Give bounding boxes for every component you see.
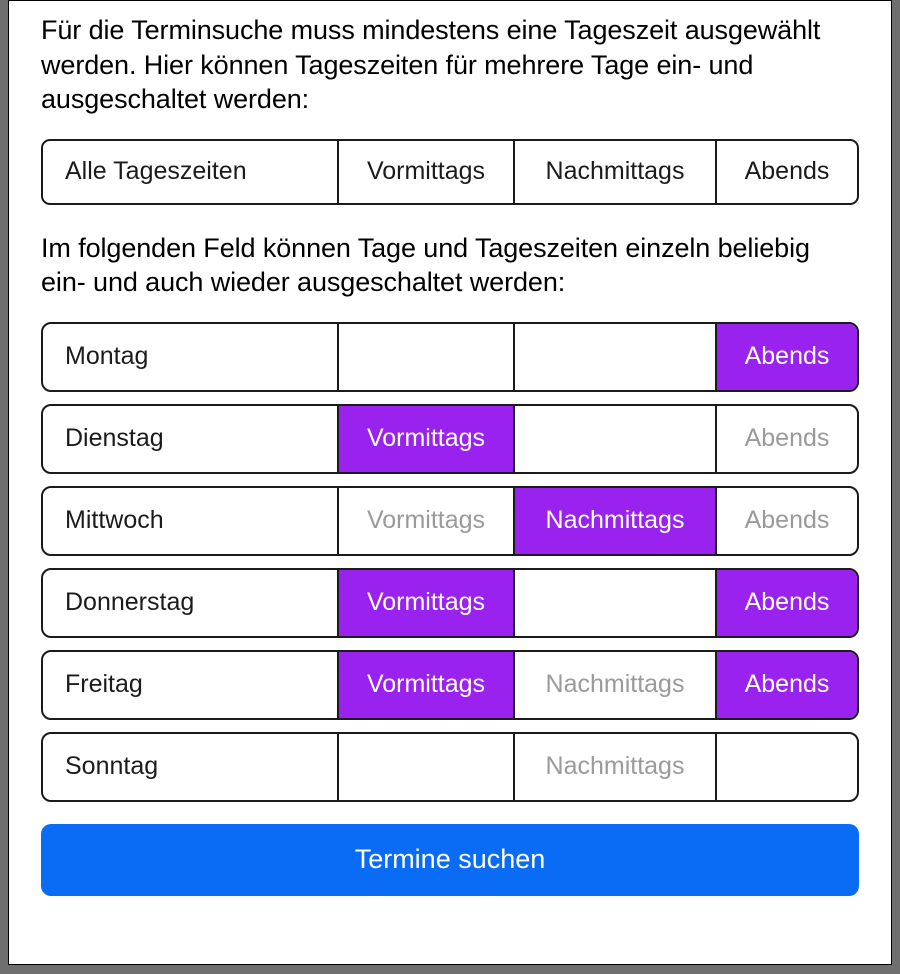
slot-mittwoch-morning[interactable]: Vormittags [339,488,515,554]
slot-sonntag-evening[interactable] [717,734,857,800]
slot-freitag-afternoon[interactable]: Nachmittags [515,652,717,718]
day-label-sonntag: Sonntag [43,734,339,800]
slot-dienstag-evening[interactable]: Abends [744,424,830,453]
slot-freitag-evening[interactable]: Abends [717,652,857,718]
day-label-dienstag: Dienstag [43,406,339,472]
slot-dienstag-afternoon[interactable] [515,406,717,472]
all-times-afternoon-button[interactable]: Nachmittags [515,141,717,203]
table-row [41,486,859,556]
slot-freitag-morning[interactable]: Vormittags [339,652,515,718]
day-rows-list [41,322,859,802]
slot-donnerstag-evening[interactable]: Abends [717,570,857,636]
slot-montag-evening[interactable]: Abends [717,324,857,390]
day-label-mittwoch: Mittwoch [43,488,339,554]
content-area [9,13,891,896]
all-times-evening-button[interactable]: Abends [744,157,830,186]
all-times-morning-button[interactable]: Vormittags [339,141,515,203]
day-label-freitag: Freitag [43,652,339,718]
intro-paragraph-1: Für die Terminsuche muss mindestens eine Tageszeit ausgewählt werden. Hier können Tageszeiten für mehrere Tage ein- und ausgeschaltet werden: [41,15,821,115]
intro-paragraph-2: Im folgenden Feld können Tage und Tageszeiten einzeln beliebig ein- und auch wieder ausgeschaltet werden: [41,232,810,298]
table-row [41,568,859,638]
slot-montag-afternoon[interactable] [515,324,717,390]
appointment-time-picker-screen [8,0,892,965]
all-times-row [41,139,859,205]
table-row [41,650,859,720]
table-row [41,732,859,802]
slot-mittwoch-evening[interactable]: Abends [744,506,830,535]
day-label-montag: Montag [43,324,339,390]
slot-montag-morning[interactable] [339,324,515,390]
search-appointments-button[interactable]: Termine suchen [41,824,859,896]
slot-mittwoch-afternoon[interactable]: Nachmittags [515,488,717,554]
slot-dienstag-morning[interactable]: Vormittags [339,406,515,472]
slot-sonntag-morning[interactable] [339,734,515,800]
table-row [41,404,859,474]
all-times-label: Alle Tageszeiten [43,141,339,203]
table-row [41,322,859,392]
slot-donnerstag-morning[interactable]: Vormittags [339,570,515,636]
slot-donnerstag-afternoon[interactable] [515,570,717,636]
day-label-donnerstag: Donnerstag [43,570,339,636]
slot-sonntag-afternoon[interactable]: Nachmittags [515,734,717,800]
